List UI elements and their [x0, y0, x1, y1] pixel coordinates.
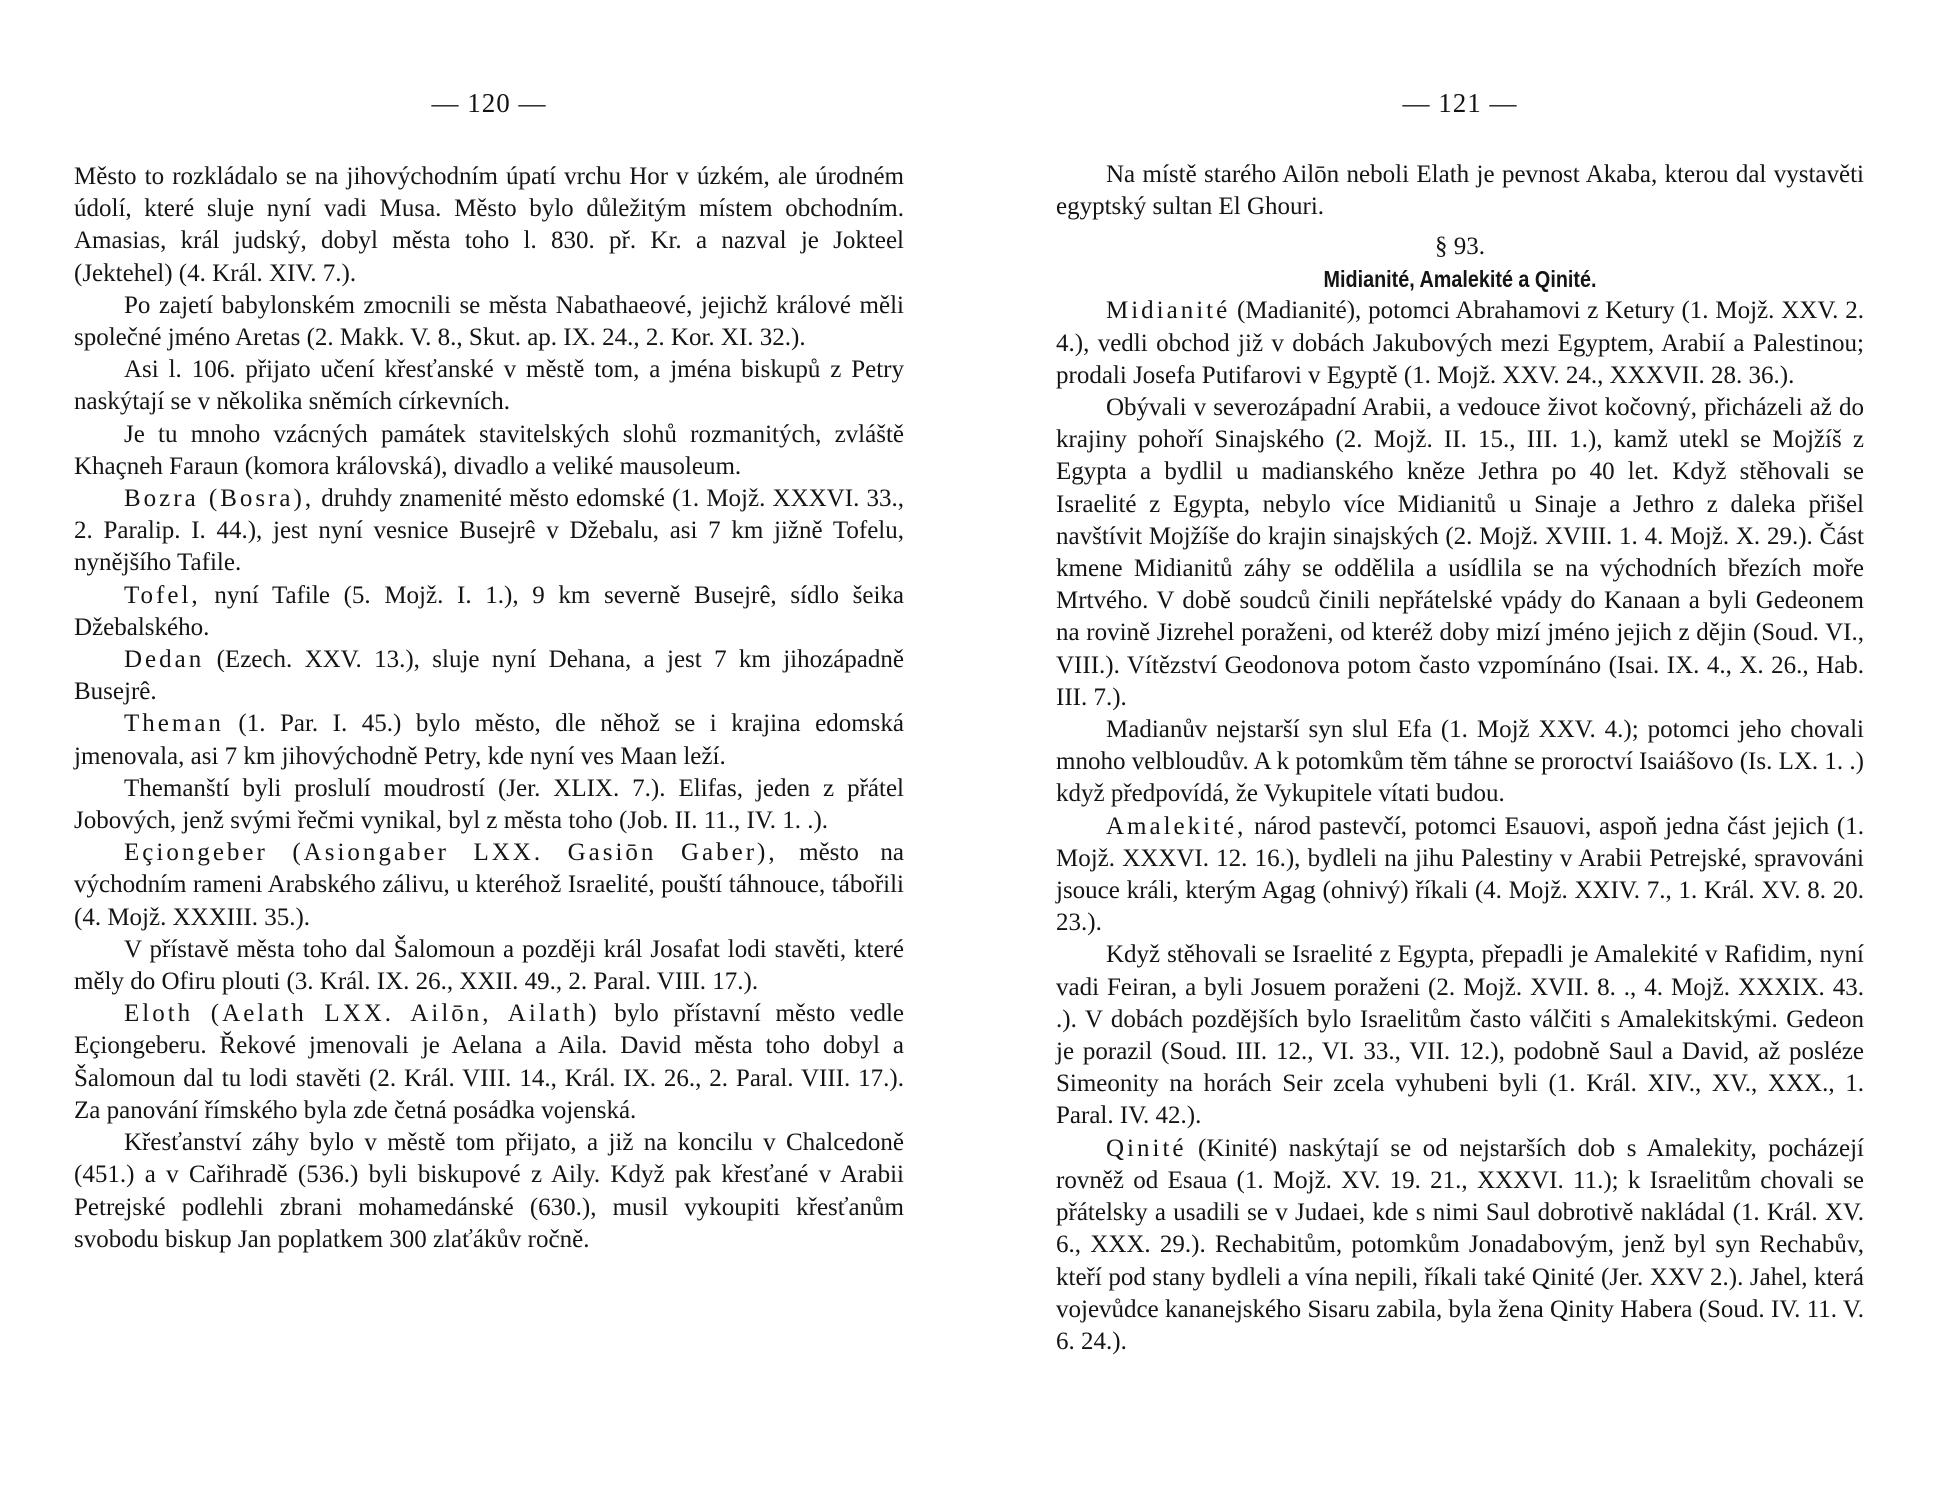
page-number: — 120 — — [431, 88, 547, 118]
paragraph: Madianův nejstarší syn slul Efa (1. Mojž XXV. 4.); potomci jeho chovali mnoho velbloudův. A k potomkům těm táhne se proroctví Isaiášovo (Is. LX. 1. .) když předpovídá, že Vykupitele vítati budou. — [1056, 716, 1864, 808]
paragraph — [74, 708, 904, 772]
entry-term: Qinité — [1106, 1134, 1187, 1162]
paragraph: Když stěhovali se Israelité z Egypta, přepadli je Amalekité v Rafidim, nyní vadi Feiran, a byli Josuem poraženi (2. Mojž. XVII. 8. ., 4. Mojž. XXXIX. 43. .). V dobách pozdějších bylo Israelitům často válčiti s Amalekitskými. Gedeon je porazil (Soud. III. 12., VI. 33., VII. 12.), podobně Saul a David, až posléze Simeonity na horách Seir zcela vyhubeni byli (1. Král. XIV., XV., XXX., 1. Paral. IV. 42.). — [1056, 941, 1864, 1130]
entry-text: národ pastevčí, potomci Esauovi, aspoň jedna část jejich (1. Mojž. XXXVI. 12. 16.), bydleli na jihu Palestiny v Arabii Petrejské, spravováni jsouce králi, kterým Agag (ohnivý) říkali (4. Mojž. XXIV. 7., 1. Král. XV. 8. 20. 23.). — [1056, 812, 1864, 937]
entry-text: (Ezech. XXV. 13.), sluje nyní Dehana, a jest 7 km jihozápadně Busejrê. — [74, 646, 904, 706]
paragraph: Po zajetí babylonském zmocnili se města Nabathaeové, jejichž králové měli společné jméno Aretas (2. Makk. V. 8., Skut. ap. IX. 24., 2. Kor. XI. 32.). — [74, 291, 904, 352]
paragraph: Křesťanství záhy bylo v městě tom přijato, a již na koncilu v Chalcedoně (451.) a v Cařihradě (536.) byli biskupové z Aily. Když pak křesťané v Arabii Petrejské podlehli zbrani mohamedánské (630.), musil vykoupiti křesťanům svobodu biskup Jan poplatkem 300 zlaťákův ročně. — [74, 1129, 904, 1253]
section-title: Midianité, Amalekité a Qinité. — [1323, 266, 1597, 293]
page-number: — 121 — — [1402, 88, 1518, 118]
entry-term: Tofel, — [124, 581, 201, 609]
section-number: § 93. — [1435, 233, 1485, 261]
paragraph — [74, 580, 904, 644]
paragraph — [74, 837, 904, 934]
paragraph: Obývali v severozápadní Arabii, a vedouce život kočovný, přicházeli až do krajiny pohoří Sinajského (2. Mojž. II. 15., III. 1.), kamž utekl se Mojžíš z Egypta a bydlil u madianského kněze Jethra po 40 let. Když stěhovali se Israelité z Egypta, nebylo více Midianitů u Sinaje a Jethro z daleka přišel navštívit Mojžíše do krajin sinajských (2. Mojž. XVIII. 1. 4. Mojž. X. 29.). Část kmene Midianitů záhy se oddělila a usídlila se na východních březích moře Mrtvého. V době soudců činili nepřátelské vpády do Kanaan a byli Gedeonem na rovině Jizrehel poraženi, od kteréž doby mizí jméno jejich z dějin (Soud. VI., VIII.). Vítězství Geodonova potom často vzpomínáno (Isai. IX. 4., X. 26., Hab. III. 7.). — [1056, 394, 1864, 711]
paragraph — [1056, 295, 1864, 392]
paragraph: Asi l. 106. přijato učení křesťanské v městě tom, a jména biskupů z Petry naskýtají se v několika sněmích církevních. — [74, 356, 904, 416]
entry-text: město na východním rameni Arabského zálivu, u kteréhož Israelité, pouští táhnouce, tábořili (4. Mojž. XXXIII. 35.). — [74, 839, 904, 931]
right-page — [1056, 0, 1864, 1500]
entry-text: (Kinité) naskýtají se od nejstarších dob s Amalekity, pocházejí rovněž od Esaua (1. Mojž. XV. 19. 21., XXXVI. 11.); k Israelitům chovali se přátelsky a usadili se v Judaei, kde s nimi Saul dobrotivě nakládal (1. Král. XV. 6., XXX. 29.). Rechabitům, potomkům Jonadabovým, jenž byl syn Rechabův, kteří pod stany bydleli a vína nepili, říkali také Qinité (Jer. XXV 2.). Jahel, která vojevůdce kananejského Sisaru zabila, byla žena Qinity Habera (Soud. IV. 11. V. 6. 24.). — [1056, 1134, 1864, 1355]
left-page — [74, 0, 904, 1500]
paragraph: Je tu mnoho vzácných památek stavitelských slohů rozmanitých, zvláště Khaçneh Faraun (komora královská), divadlo a veliké mausoleum. — [74, 420, 904, 480]
entry-term: Midianité — [1106, 297, 1231, 325]
paragraph — [74, 998, 904, 1127]
entry-text: (Madianité), potomci Abrahamovi z Ketury (1. Mojž. XXV. 2. 4.), vedli obchod již v dobách Jakubových mezi Egyptem, Arabií a Palestinou; prodali Josefa Putifarovi v Egyptě (1. Mojž. XXV. 24., XXXVII. 28. 36.). — [1056, 297, 1864, 389]
entry-term: Amalekité, — [1106, 812, 1247, 840]
paragraph: Themanští byli proslulí moudrostí (Jer. XLIX. 7.). Elifas, jeden z přátel Jobových, jenž svými řečmi vynikal, byl z města toho (Job. II. 11., IV. 1. .). — [74, 774, 904, 835]
entry-term: Eçiongeber (Asiongaber LXX. Gasiōn Gaber), — [124, 839, 778, 867]
paragraph: Město to rozkládalo se na jihovýchodním úpatí vrchu Hor v úzkém, ale úrodném údolí, které sluje nyní vadi Musa. Město bylo důležitým místem obchodním. Amasias, král judský, dobyl města toho l. 830. př. Kr. a nazval je Jokteel (Jektehel) (4. Král. XIV. 7.). — [74, 163, 904, 287]
paragraph — [74, 483, 904, 580]
paragraph — [1056, 1133, 1864, 1358]
paragraph — [74, 644, 904, 708]
entry-text: nyní Tafile (5. Mojž. I. 1.), 9 km severně Busejrê, sídlo šeika Džebalského. — [74, 581, 904, 641]
entry-term: Dedan — [124, 646, 205, 674]
paragraph: V přístavě města toho dal Šalomoun a později král Josafat lodi stavěti, které měly do Ofiru plouti (3. Král. IX. 26., XXII. 49., 2. Paral. VIII. 17.). — [74, 935, 904, 996]
entry-text: (1. Par. I. 45.) bylo město, dle něhož se i krajina edomská jmenovala, asi 7 km jihovýchodně Petry, kde nyní ves Maan leží. — [74, 710, 904, 770]
entry-term: Bozra (Bosra), — [124, 485, 315, 513]
entry-text: bylo přístavní město vedle Eçiongeberu. Řekové jmenovali je Aelana a Aila. David města toho dobyl a Šalomoun dal tu lodi stavěti (2. Král. VIII. 14., Král. IX. 26., 2. Paral. VIII. 17.). Za panování římského byla zde četná posádka vojenská. — [74, 1000, 904, 1124]
entry-term: Eloth (Aelath LXX. Ailōn, Ailath) — [124, 1000, 600, 1028]
paragraph — [1056, 811, 1864, 940]
entry-text: druhdy znamenité město edomské (1. Mojž. XXXVI. 33., 2. Paralip. I. 44.), jest nyní vesnice Busejrê v Džebalu, asi 7 km jižně Tofelu, nynějšího Tafile. — [74, 485, 904, 577]
paragraph: Na místě starého Ailōn neboli Elath je pevnost Akaba, kterou dal vystavěti egyptský sultan El Ghouri. — [1056, 161, 1864, 221]
entry-term: Theman — [124, 710, 224, 738]
